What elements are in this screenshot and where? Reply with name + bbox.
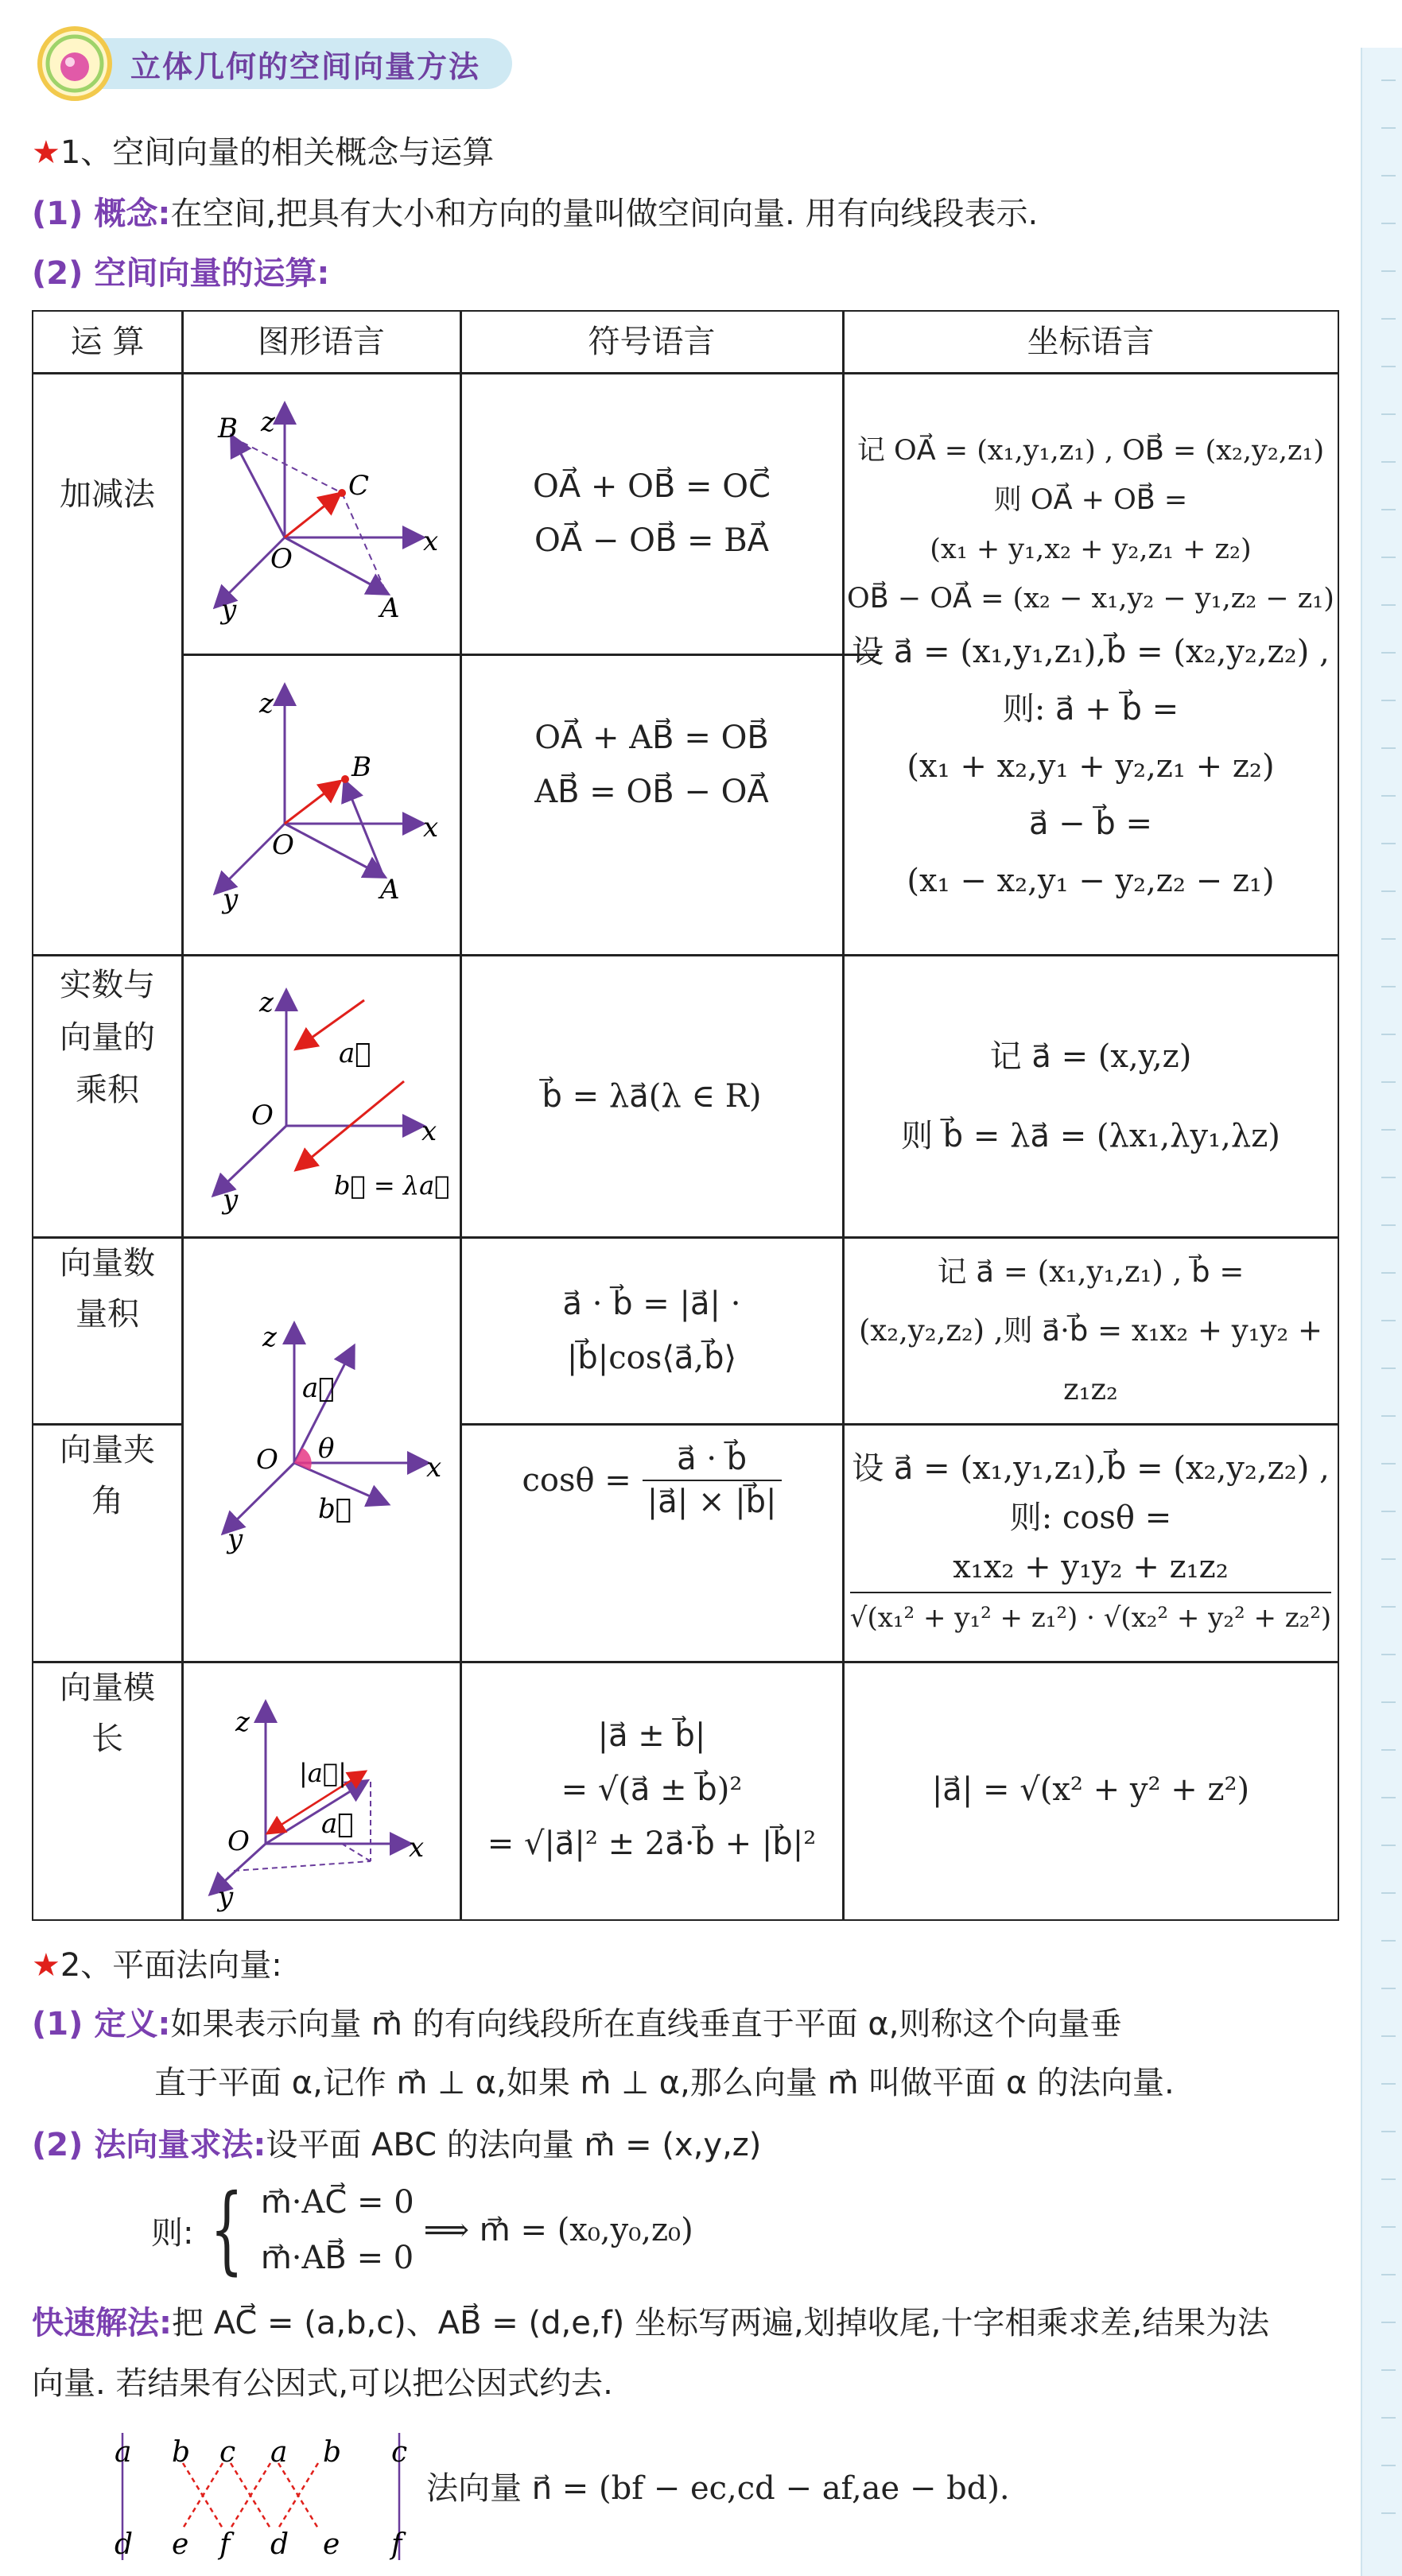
fig4-label-O: O xyxy=(256,1444,278,1476)
grid-bottom-5: f xyxy=(391,2528,402,2561)
margin-tick xyxy=(1381,1701,1396,1703)
figure-modulus xyxy=(183,1662,460,1917)
grid-top-4: b xyxy=(323,2436,342,2469)
margin-tick xyxy=(1381,747,1396,749)
margin-tick xyxy=(1381,1749,1396,1751)
symbol-scalar: b⃗ = λa⃗(λ ∈ R) xyxy=(542,1077,762,1115)
margin-tick xyxy=(1381,2512,1396,2514)
fig1-label-B: B xyxy=(218,413,238,444)
margin-tick xyxy=(1381,1558,1396,1560)
margin-tick xyxy=(1381,1940,1396,1942)
margin-tick xyxy=(1381,1606,1396,1608)
fig1-label-A: A xyxy=(380,592,400,624)
fig2-label-z: z xyxy=(259,688,274,720)
fig4-label-a: a⃗ xyxy=(302,1372,335,1404)
fig5-label-mod-a: |a⃗| xyxy=(299,1758,347,1788)
vector-operations-table xyxy=(32,310,1339,1921)
margin-tick xyxy=(1381,604,1396,606)
coord-scalar: 记 a⃗ = (x,y,z) 则 b⃗ = λa⃗ = (λx₁,λy₁,λz) xyxy=(901,1038,1280,1154)
margin-tick xyxy=(1381,2226,1396,2228)
page-header xyxy=(35,24,512,103)
margin-tick xyxy=(1381,413,1396,415)
fig4-label-b: b⃗ xyxy=(318,1493,352,1525)
fig4-label-theta: θ xyxy=(318,1433,335,1465)
fig3-label-y: y xyxy=(223,1184,239,1216)
margin-tick xyxy=(1381,2322,1396,2323)
grid-bottom-1: e xyxy=(172,2528,189,2561)
margin-tick xyxy=(1381,1654,1396,1655)
margin-tick xyxy=(1381,1129,1396,1131)
margin-tick xyxy=(1381,557,1396,558)
margin-tick xyxy=(1381,1988,1396,1989)
symbol-modulus: |a⃗ ± b⃗| = √(a⃗ ± b⃗)² = √|a⃗|² ± 2a⃗·b⃗ + |b⃗|² xyxy=(487,1717,817,1862)
fig5-label-y: y xyxy=(218,1881,234,1913)
fig2-label-x: x xyxy=(423,812,439,844)
figure-add-sub-1 xyxy=(183,374,460,654)
fig3-label-b: b⃗ = λa⃗ xyxy=(334,1170,450,1201)
normal-vector-system: 则: { m⃗·AC⃗ = 0 m⃗·AB⃗ = 0 ⟹ m⃗ = (x₀,y₀,z₀) xyxy=(151,2174,693,2285)
quick-method-line-2: 向量. 若结果有公因式,可以把公因式约去. xyxy=(32,2365,613,2402)
margin-tick xyxy=(1381,1320,1396,1321)
coord-modulus: |a⃗| = √(x² + y² + z²) xyxy=(931,1771,1250,1808)
fig3-label-a: a⃗ xyxy=(339,1038,371,1069)
row-name-modulus: 向量模 长 xyxy=(60,1670,155,1757)
fig2-label-B: B xyxy=(351,751,371,783)
margin-tick xyxy=(1381,1797,1396,1798)
margin-tick xyxy=(1381,1081,1396,1083)
ball-logo-icon xyxy=(35,24,115,103)
star-icon: ★ xyxy=(32,134,60,171)
normal-vector-result: 法向量 n⃗ = (bf − ec,cd − af,ae − bd). xyxy=(426,2470,1010,2507)
fig3-label-x: x xyxy=(421,1115,437,1147)
definition-line-2: 直于平面 α,记作 m⃗ ⊥ α,如果 m⃗ ⊥ α,那么向量 m⃗ 叫做平面 α 的法向量. xyxy=(154,2065,1175,2101)
header-graphic: 图形语言 xyxy=(258,324,385,360)
symbol-add-sub-2: OA⃗ + AB⃗ = OB⃗ AB⃗ = OB⃗ − OA⃗ xyxy=(534,720,769,810)
symbol-dot: a⃗ · b⃗ = |a⃗| · |b⃗|cos⟨a⃗,b⃗⟩ xyxy=(562,1285,741,1376)
symbol-add-sub-1: OA⃗ + OB⃗ = OC⃗ OA⃗ − OB⃗ = BA⃗ xyxy=(532,468,771,559)
fig1-label-O: O xyxy=(270,543,293,575)
fig4-label-x: x xyxy=(426,1452,442,1484)
margin-tick xyxy=(1381,270,1396,272)
grid-bottom-3: d xyxy=(270,2528,289,2561)
margin-tick xyxy=(1381,652,1396,654)
margin-tick xyxy=(1381,1415,1396,1417)
star-icon: ★ xyxy=(32,1947,60,1984)
find-method-line: (2) 法向量求法:设平面 ABC 的法向量 m⃗ = (x,y,z) xyxy=(32,2127,762,2163)
figure-scalar xyxy=(183,956,460,1236)
fig4-label-z: z xyxy=(262,1321,277,1353)
fig5-label-z: z xyxy=(235,1706,250,1738)
margin-tick xyxy=(1381,2035,1396,2037)
margin-tick xyxy=(1381,2369,1396,2371)
fig5-label-x: x xyxy=(409,1832,425,1864)
margin-tick xyxy=(1381,2417,1396,2419)
margin-tick xyxy=(1381,1845,1396,1846)
header-symbol: 符号语言 xyxy=(588,324,716,360)
fig2-label-A: A xyxy=(380,874,400,906)
coord-angle: 设 a⃗ = (x₁,y₁,z₁),b⃗ = (x₂,y₂,z₂) , 则: cosθ = x₁x₂ + y₁y₂ + z₁z₂ √(x₁² + y₁² + z₁²) · √(x₂² + y₂² + z₂²) xyxy=(844,1425,1338,1661)
row-name-angle: 向量夹 角 xyxy=(60,1432,155,1519)
margin-tick xyxy=(1381,795,1396,797)
ops-line: (2) 空间向量的运算: xyxy=(32,255,330,292)
margin-tick xyxy=(1381,890,1396,892)
grid-top-5: c xyxy=(391,2436,408,2469)
fig2-label-y: y xyxy=(223,883,239,915)
quick-method-line-1: 快速解法:把 AC⃗ = (a,b,c)、AB⃗ = (d,e,f) 坐标写两遍,划掉收尾,十字相乘求差,结果为法 xyxy=(32,2305,1270,2341)
fig1-label-x: x xyxy=(423,526,439,557)
margin-tick xyxy=(1381,2083,1396,2085)
grid-top-3: a xyxy=(270,2436,288,2469)
margin-tick xyxy=(1381,938,1396,940)
margin-tick xyxy=(1381,127,1396,129)
margin-tick xyxy=(1381,223,1396,224)
margin-tick xyxy=(1381,1272,1396,1274)
fig1-label-y: y xyxy=(221,594,237,626)
grid-bottom-2: f xyxy=(219,2528,231,2561)
figure-add-sub-2 xyxy=(183,655,460,954)
margin-tick xyxy=(1381,366,1396,367)
margin-tick xyxy=(1381,509,1396,510)
grid-top-1: b xyxy=(172,2436,191,2469)
margin-tick xyxy=(1381,318,1396,320)
margin-tick xyxy=(1381,2131,1396,2132)
margin-tick xyxy=(1381,1511,1396,1512)
margin-tick xyxy=(1381,461,1396,463)
section2-heading: ★2、平面法向量: xyxy=(32,1947,282,1984)
margin-tick xyxy=(1381,80,1396,81)
margin-tick xyxy=(1381,1177,1396,1178)
header-coordinate: 坐标语言 xyxy=(1027,324,1155,360)
fig3-label-z: z xyxy=(259,987,274,1018)
row-name-add-sub: 加减法 xyxy=(60,476,155,513)
fig1-label-C: C xyxy=(348,470,370,502)
row-name-dot: 向量数 量积 xyxy=(60,1245,155,1333)
fig4-label-y: y xyxy=(227,1523,243,1555)
definition-line-1: (1) 定义:如果表示向量 m⃗ 的有向线段所在直线垂直于平面 α,则称这个向量垂 xyxy=(32,2006,1122,2043)
margin-tick xyxy=(1381,1892,1396,1894)
fig5-label-O: O xyxy=(227,1825,250,1857)
margin-tick xyxy=(1381,1368,1396,1369)
coord-add-sub: 记 OA⃗ = (x₁,y₁,z₁) , OB⃗ = (x₂,y₂,z₁) 则 OA⃗ + OB⃗ = (x₁ + y₁,x₂ + y₂,z₁ + z₂) OB⃗ − OA⃗ = (x₂ − x₁,y₂ − y₁,z₂ − z₁) 设 a⃗ = (x₁,y₁,z₁),b⃗ = (x₂,y₂,z₂) , 则: a⃗ + b⃗ = (x₁ + x₂,y₁ + y₂,z₁ + z₂) a⃗ − b⃗ = (x₁ − x₂,y₁ − y₂,z₂ − z₁) xyxy=(847,435,1334,899)
grid-bottom-4: e xyxy=(323,2528,340,2561)
figure-dot-angle xyxy=(183,1238,460,1661)
margin-tick xyxy=(1381,700,1396,701)
margin-tick xyxy=(1381,2465,1396,2466)
margin-tick xyxy=(1381,1463,1396,1465)
margin-tick xyxy=(1381,843,1396,844)
fig3-label-O: O xyxy=(251,1100,274,1131)
coord-dot: 记 a⃗ = (x₁,y₁,z₁) , b⃗ = (x₂,y₂,z₂) ,则 a⃗·b⃗ = x₁x₂ + y₁y₂ + z₁z₂ xyxy=(858,1254,1323,1406)
cross-multiplication-diagram xyxy=(103,2425,437,2568)
fig2-label-O: O xyxy=(272,829,294,861)
margin-tick xyxy=(1381,2178,1396,2180)
row-name-scalar: 实数与 向量的 乘积 xyxy=(60,967,155,1108)
margin-tick xyxy=(1381,1034,1396,1035)
header-operation: 运 算 xyxy=(70,324,145,360)
left-brace-icon: { xyxy=(210,2174,244,2285)
margin-tick xyxy=(1381,986,1396,987)
fig5-label-a: a⃗ xyxy=(321,1808,354,1840)
section1-heading: ★1、空间向量的相关概念与运算 xyxy=(32,134,495,171)
fig1-label-z: z xyxy=(261,406,275,438)
margin-tick xyxy=(1381,2274,1396,2275)
grid-top-2: c xyxy=(219,2436,236,2469)
page-margin-strip xyxy=(1361,48,1402,2576)
grid-top-0: a xyxy=(115,2436,132,2469)
symbol-angle: cosθ = $\frac{a⃗ \cdot b⃗}{|a⃗| \times |b⃗|}$ xyxy=(461,1425,842,1536)
margin-tick xyxy=(1381,1224,1396,1226)
concept-line: (1) 概念:在空间,把具有大小和方向的量叫做空间向量. 用有向线段表示. xyxy=(32,196,1039,232)
page-title: 立体几何的空间向量方法 xyxy=(102,38,512,89)
margin-tick xyxy=(1381,175,1396,177)
grid-bottom-0: d xyxy=(115,2528,134,2561)
